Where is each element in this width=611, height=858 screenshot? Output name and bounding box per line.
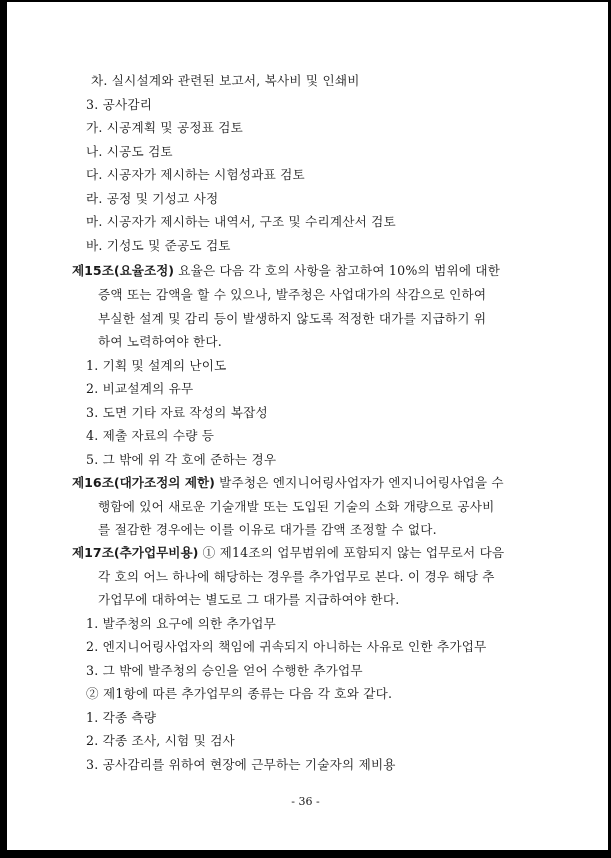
article-16-first-line bbox=[72, 474, 504, 492]
list-item: 나. 시공도 검토 bbox=[86, 144, 173, 159]
list-item: 바. 기성도 및 준공도 검토 bbox=[86, 238, 231, 253]
article-heading: 제15조(요율조정) bbox=[72, 263, 175, 278]
list-item: 3. 공사감리를 위하여 현장에 근무하는 기술자의 제비용 bbox=[86, 757, 396, 772]
list-item: 1. 기획 및 설계의 난이도 bbox=[86, 358, 227, 373]
list-item: 2. 각종 조사, 시험 및 검사 bbox=[86, 733, 235, 748]
list-item: 라. 공정 및 기성고 사정 bbox=[86, 191, 219, 206]
list-item: 3. 도면 기타 자료 작성의 복잡성 bbox=[86, 405, 268, 420]
list-item: 2. 비교설계의 유무 bbox=[86, 381, 194, 396]
list-item: 5. 그 밖에 위 각 호에 준하는 경우 bbox=[86, 452, 277, 467]
list-item: 4. 제출 자료의 수량 등 bbox=[86, 428, 215, 443]
article-text: 증액 또는 감액을 할 수 있으나, 발주청은 사업대가의 삭감으로 인하여 bbox=[98, 287, 487, 302]
article-text: 를 절감한 경우에는 이를 이유로 대가를 감액 조정할 수 없다. bbox=[98, 522, 437, 537]
article-heading: 제16조(대가조정의 제한) bbox=[72, 475, 215, 490]
list-item: 3. 공사감리 bbox=[86, 97, 153, 112]
paragraph: ② 제1항에 따른 추가업무의 종류는 다음 각 호와 같다. bbox=[86, 686, 393, 701]
list-item: 3. 그 밖에 발주청의 승인을 얻어 수행한 추가업무 bbox=[86, 663, 363, 678]
article-text: ① 제14조의 업무범위에 포함되지 않는 업무로서 다음 bbox=[198, 545, 505, 560]
list-item: 1. 발주청의 요구에 의한 추가업무 bbox=[86, 616, 276, 631]
list-item: 차. 실시설계와 관련된 보고서, 복사비 및 인쇄비 bbox=[91, 73, 360, 88]
list-item: 1. 각종 측량 bbox=[86, 710, 157, 725]
article-17-first-line bbox=[72, 544, 504, 562]
article-text: 행함에 있어 새로운 기술개발 또는 도입된 기술의 소화 개량으로 공사비 bbox=[98, 499, 495, 514]
list-item: 2. 엔지니어링사업자의 책임에 귀속되지 아니하는 사유로 인한 추가업무 bbox=[86, 639, 487, 654]
list-item: 다. 시공자가 제시하는 시험성과표 검토 bbox=[86, 167, 305, 182]
article-text: 부실한 설계 및 감리 등이 발생하지 않도록 적정한 대가를 지급하기 위 bbox=[98, 311, 487, 326]
page-border-left bbox=[0, 0, 7, 858]
page-border-bottom bbox=[0, 850, 611, 858]
article-text: 발주청은 엔지니어링사업자가 엔지니어링사업을 수 bbox=[214, 475, 504, 490]
article-text: 하여 노력하여야 한다. bbox=[98, 334, 222, 349]
article-text: 가업무에 대하여는 별도로 그 대가를 지급하여야 한다. bbox=[98, 592, 400, 607]
article-heading: 제17조(추가업무비용) bbox=[72, 545, 199, 560]
list-item: 가. 시공계획 및 공정표 검토 bbox=[86, 120, 244, 135]
article-text: 요율은 다음 각 호의 사항을 참고하여 10%의 범위에 대한 bbox=[174, 263, 501, 278]
page-border-top bbox=[0, 0, 611, 2]
article-15-first-line bbox=[72, 262, 500, 280]
article-text: 각 호의 어느 하나에 해당하는 경우를 추가업무로 본다. 이 경우 해당 추 bbox=[98, 569, 495, 584]
list-item: 마. 시공자가 제시하는 내역서, 구조 및 수리계산서 검토 bbox=[86, 214, 396, 229]
page-number: - 36 - bbox=[291, 795, 320, 808]
